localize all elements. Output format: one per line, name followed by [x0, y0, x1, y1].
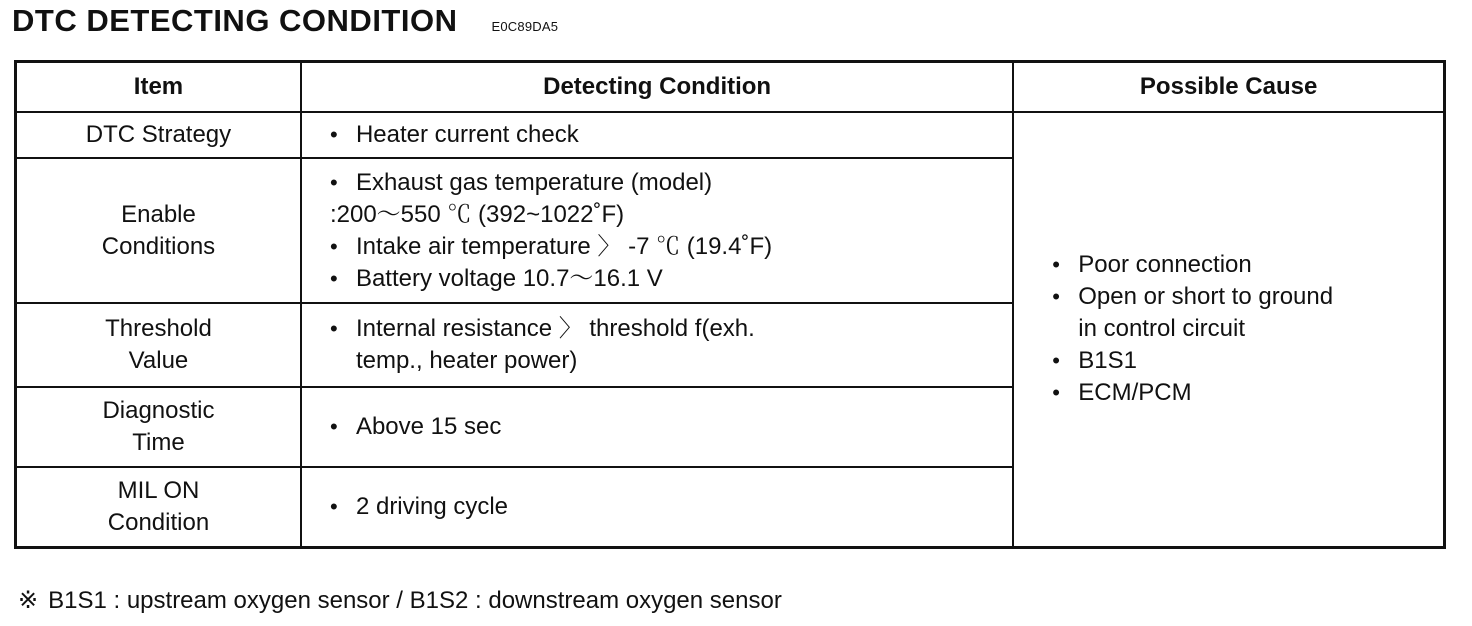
item-label: Enable — [121, 200, 196, 228]
cause-text-cont: in control circuit — [1078, 315, 1245, 343]
header-detecting-condition: Detecting Condition — [301, 62, 1013, 113]
page-title: DTC DETECTING CONDITION — [12, 3, 458, 38]
table-header-row — [16, 62, 1445, 113]
document-code: E0C89DA5 — [491, 19, 559, 34]
item-cell — [16, 387, 301, 467]
condition-bullet — [330, 411, 1012, 443]
item-cell — [16, 158, 301, 303]
condition-bullet — [330, 491, 1012, 523]
item-label: Conditions — [101, 232, 216, 260]
item-cell — [16, 303, 301, 387]
condition-cell — [301, 112, 1013, 158]
item-label: Condition — [107, 508, 210, 536]
condition-bullet — [330, 231, 1012, 263]
condition-bullet — [330, 119, 1012, 151]
table-row — [16, 112, 1445, 158]
header-item: Item — [16, 62, 301, 113]
item-cell — [16, 467, 301, 547]
condition-text-cont: temp., heater power) — [355, 347, 578, 374]
item-label: MIL ON — [117, 476, 200, 504]
condition-text: • Heater current check — [355, 121, 579, 148]
condition-text: • Intake air temperature 〉 -7 ℃ (19.4˚F) — [355, 232, 773, 260]
cause-bullet — [1052, 377, 1443, 409]
cause-text: • Open or short to ground — [1078, 283, 1334, 311]
possible-cause-cell — [1013, 112, 1444, 547]
item-label: Threshold — [105, 315, 212, 342]
cause-text: • Poor connection — [1078, 251, 1252, 279]
condition-text-cont: :200～550 ℃ (392~1022˚F) — [329, 200, 625, 228]
header-possible-cause: Possible Cause — [1013, 62, 1444, 113]
condition-bullet — [330, 167, 1012, 231]
condition-cell — [301, 467, 1013, 547]
cause-text: • ECM/PCM — [1078, 379, 1192, 407]
footnote-text: B1S1 : upstream oxygen sensor / B1S2 : downstream oxygen sensor — [48, 587, 782, 614]
condition-bullet — [330, 263, 1012, 295]
condition-cell — [301, 158, 1013, 303]
condition-text: • 2 driving cycle — [355, 492, 509, 520]
page-header — [12, 3, 558, 39]
condition-text: • Internal resistance 〉 threshold f(exh. — [355, 315, 755, 342]
dtc-condition-table — [14, 60, 1446, 549]
item-label: Time — [132, 429, 185, 456]
item-label: Value — [128, 347, 189, 374]
cause-bullet — [1052, 281, 1443, 345]
item-cell — [16, 112, 301, 158]
reference-mark: ※ — [18, 587, 39, 614]
condition-cell — [301, 303, 1013, 387]
cause-bullet — [1052, 249, 1443, 281]
cause-text: • B1S1 — [1078, 347, 1137, 375]
condition-bullet — [330, 313, 1012, 377]
footnote — [18, 586, 782, 615]
condition-cell — [301, 387, 1013, 467]
condition-text: • Above 15 sec — [355, 413, 502, 440]
condition-text: • Battery voltage 10.7～16.1 V — [355, 264, 663, 292]
item-label: Diagnostic — [102, 397, 215, 424]
cause-bullet — [1052, 345, 1443, 377]
condition-text: • Exhaust gas temperature (model) — [355, 168, 713, 196]
item-label: DTC Strategy — [85, 121, 232, 148]
